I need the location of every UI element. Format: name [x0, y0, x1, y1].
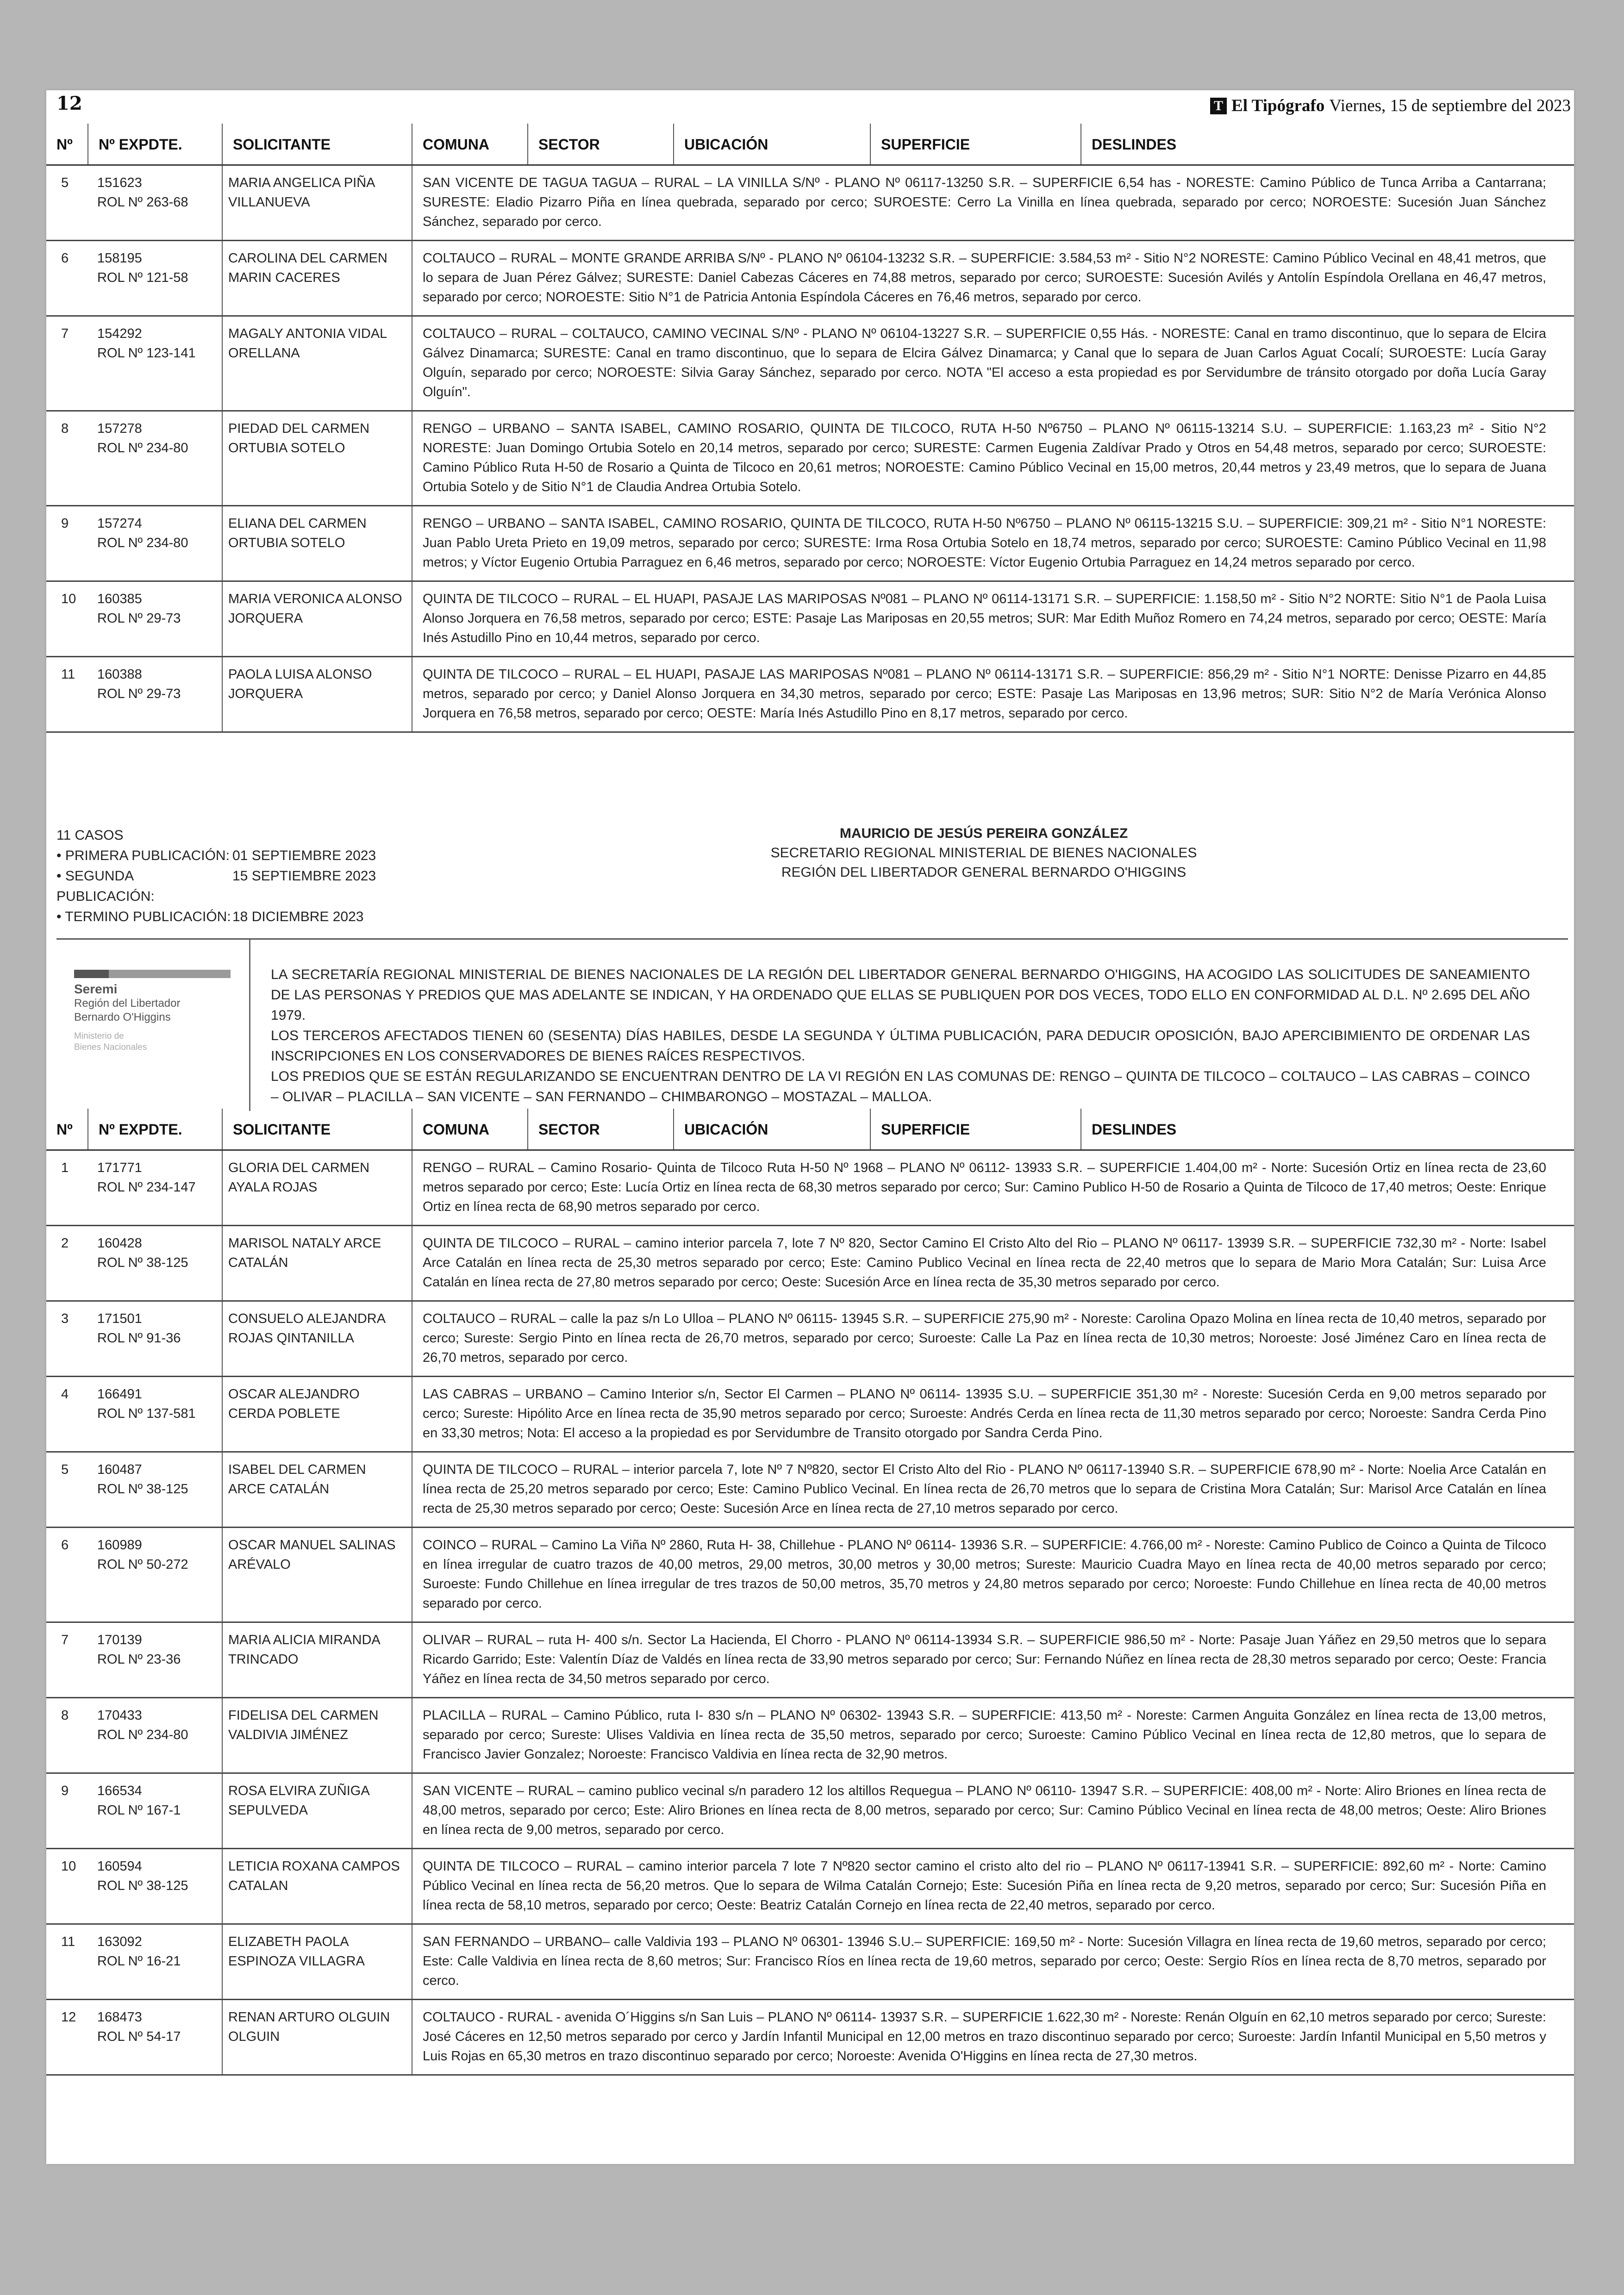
applicant-name: MARISOL NATALY ARCE CATALÁN — [222, 1226, 412, 1301]
publication-dates — [56, 825, 376, 927]
case-number: 10 — [46, 1849, 88, 1924]
logo-divider — [249, 940, 250, 1111]
rol-id: ROL Nº 234-80 — [97, 441, 188, 455]
case-number: 12 — [46, 2000, 88, 2075]
property-description: COLTAUCO – RURAL – MONTE GRANDE ARRIBA S/Nº - PLANO Nº 06104-13232 S.R. – SUPERFICIE: 3.584,53 m² - Sitio N°2 NORESTE: Camino Público Vecinal en 48,41 metros, que lo separa de Juan Pérez Gálvez; SURESTE: Daniel Cabezas Cáceres en 74,88 metros, separado por cerco; SUROESTE: Sucesión Avilés y Antolín Espíndola Orellana en 46,47 metros, separado por cerco; NOROESTE: Sitio N°1 de Patricia Antonia Espíndola Cáceres en 76,46 metros, separado por cerco. — [412, 241, 1574, 316]
case-number: 8 — [46, 411, 88, 506]
case-number: 5 — [46, 165, 88, 241]
property-description: COLTAUCO – RURAL – COLTAUCO, CAMINO VECINAL S/Nº - PLANO Nº 06104-13227 S.R. – SUPERFICIE 0,55 Hás. - NORESTE: Canal en tramo discontinuo, que lo separa de Elcira Gálvez Dinamarca; SURESTE: Canal en tramo discontinuo, que lo separa de Elcira Gálvez Dinamarca; y Canal que lo separa de Juan Carlos Aguat Cocalí; SUROESTE: Lucía Garay Olguín, separado por cerco; NOROESTE: Silvia Garay Sánchez, separado por cerco. NOTA "El acceso a esta propiedad es por Servidumbre de tránsito otorgado por doña Lucía Garay Olguín". — [412, 316, 1574, 411]
rol-id: ROL Nº 54-17 — [97, 2029, 181, 2044]
file-number — [88, 241, 222, 316]
column-header: SOLICITANTE — [222, 124, 412, 165]
expedient-id: 160989 — [97, 1538, 142, 1553]
expedient-id: 154292 — [97, 326, 142, 341]
notice-paragraph: LA SECRETARÍA REGIONAL MINISTERIAL DE BIENES NACIONALES DE LA REGIÓN DEL LIBERTADOR GENERAL BERNARDO O'HIGGINS, HA ACOGIDO LAS SOLICITUDES DE SANEAMIENTO DE LAS PERSONAS Y PREDIOS QUE MAS ADELANTE SE INDICAN, Y HA ORDENADO QUE ELLAS SE PUBLIQUEN POR DOS VECES, TODO ELLO EN CONFORMIDAD AL D.L. Nº 2.695 DEL AÑO 1979. — [271, 967, 1530, 1023]
applicant-name: FIDELISA DEL CARMEN VALDIVIA JIMÉNEZ — [222, 1698, 412, 1773]
rol-id: ROL Nº 38-125 — [97, 1255, 188, 1270]
table-row — [46, 1528, 1574, 1622]
applicant-name: RENAN ARTURO OLGUIN OLGUIN — [222, 2000, 412, 2075]
column-header: SOLICITANTE — [222, 1109, 412, 1150]
logo-bar-icon — [74, 970, 231, 978]
file-number — [88, 2000, 222, 2075]
case-number: 4 — [46, 1377, 88, 1452]
table-row — [46, 165, 1574, 241]
applicant-name: CAROLINA DEL CARMEN MARIN CACERES — [222, 241, 412, 316]
applicant-name: ELIZABETH PAOLA ESPINOZA VILLAGRA — [222, 1924, 412, 2000]
publication-row: • SEGUNDA PUBLICACIÓN: 15 SEPTIEMBRE 2023 — [56, 868, 376, 904]
column-header: DESLINDES — [1081, 124, 1574, 165]
column-header: COMUNA — [412, 124, 528, 165]
file-number — [88, 581, 222, 657]
file-number — [88, 1849, 222, 1924]
applicant-name: ELIANA DEL CARMEN ORTUBIA SOTELO — [222, 506, 412, 581]
applicant-name: ISABEL DEL CARMEN ARCE CATALÁN — [222, 1452, 412, 1528]
seremi-logo: Seremi Región del Libertador Bernardo O'Higgins Ministerio de Bienes Nacionales — [74, 970, 231, 1053]
property-description: RENGO – URBANO – SANTA ISABEL, CAMINO ROSARIO, QUINTA DE TILCOCO, RUTA H-50 Nº6750 – PLANO Nº 06115-13214 S.U. – SUPERFICIE: 1.163,23 m² - Sitio N°2 NORESTE: Juan Domingo Ortubia Sotelo en 20,14 metros, separado por cerco; SURESTE: Carmen Eugenia Zaldívar Prado y Otros en 54,48 metros, separado por cerco; SUROESTE: Camino Público Ruta H-50 de Rosario a Quinta de Tilcoco en 20,61 metros; NOROESTE: Camino Público Vecinal en 15,00 metros, 20,44 metros y 23,49 metros, que lo separa de Juana Ortubia Sotelo y de Sitio N°1 de Claudia Andrea Ortubia Sotelo. — [412, 411, 1574, 506]
expedient-id: 166491 — [97, 1387, 142, 1402]
applicant-name: MARIA VERONICA ALONSO JORQUERA — [222, 581, 412, 657]
case-number: 1 — [46, 1150, 88, 1226]
expedient-id: 151623 — [97, 175, 142, 190]
column-header: SUPERFICIE — [870, 124, 1081, 165]
table-row — [46, 1377, 1574, 1452]
rol-id: ROL Nº 38-125 — [97, 1878, 188, 1893]
expedient-id: 170433 — [97, 1708, 142, 1723]
file-number — [88, 1377, 222, 1452]
publication-row: • TERMINO PUBLICACIÓN: 18 DICIEMBRE 2023 — [56, 909, 364, 924]
rol-id: ROL Nº 137-581 — [97, 1406, 196, 1421]
column-header: COMUNA — [412, 1109, 528, 1150]
case-number: 8 — [46, 1698, 88, 1773]
case-number: 6 — [46, 241, 88, 316]
case-number: 7 — [46, 316, 88, 411]
rol-id: ROL Nº 234-80 — [97, 1727, 188, 1742]
rol-id: ROL Nº 91-36 — [97, 1331, 181, 1346]
applicant-name: LETICIA ROXANA CAMPOS CATALAN — [222, 1849, 412, 1924]
file-number — [88, 1301, 222, 1377]
table-row — [46, 2000, 1574, 2075]
file-number — [88, 506, 222, 581]
rol-id: ROL Nº 121-58 — [97, 270, 188, 285]
expedient-id: 158195 — [97, 251, 142, 266]
rol-id: ROL Nº 234-147 — [97, 1180, 196, 1195]
table-header — [46, 1109, 1574, 1150]
property-description: QUINTA DE TILCOCO – RURAL – camino interior parcela 7, lote 7 Nº 820, Sector Camino El Cristo Alto del Rio – PLANO Nº 06117- 13939 S.R. – SUPERFICIE 732,30 m² - Norte: Isabel Arce Catalán en línea recta de 25,30 metros separado por cerco; Este: Camino Publico Vecinal en línea recta de 22,40 metros que lo separa de Mario Mora Catalán; Sur: Luisa Arce Catalán en línea recta de 27,80 metros separado por cerco; Oeste: Sucesión Arce en línea recta de 35,30 metros separado por cerco. — [412, 1226, 1574, 1301]
property-description: RENGO – RURAL – Camino Rosario- Quinta de Tilcoco Ruta H-50 Nº 1968 – PLANO Nº 06112- 13933 S.R. – SUPERFICIE 1.404,00 m² - Norte: Sucesión Ortiz en línea recta de 23,60 metros separado por cerco; Este: Lucía Ortiz en línea recta de 68,30 metros separado por cerco; Sur: Camino Publico H-50 de Rosario a Quinta de Tilcoco de 17,40 metros; Oeste: Enrique Ortiz en línea recta de 68,90 metros separado por cerco. — [412, 1150, 1574, 1226]
table-row — [46, 1698, 1574, 1773]
column-header: SUPERFICIE — [870, 1109, 1081, 1150]
table-row — [46, 1301, 1574, 1377]
column-header: Nº EXPDTE. — [88, 124, 222, 165]
expedient-id: 160428 — [97, 1236, 142, 1251]
table-row — [46, 506, 1574, 581]
column-header: Nº EXPDTE. — [88, 1109, 222, 1150]
table-row — [46, 1773, 1574, 1849]
case-number: 6 — [46, 1528, 88, 1622]
table-row — [46, 411, 1574, 506]
file-number — [88, 1622, 222, 1698]
expedient-id: 160385 — [97, 592, 142, 606]
column-header: SECTOR — [528, 1109, 674, 1150]
table-row — [46, 1150, 1574, 1226]
expedient-id: 171771 — [97, 1160, 142, 1175]
case-number: 5 — [46, 1452, 88, 1528]
rol-id: ROL Nº 23-36 — [97, 1652, 181, 1667]
column-header: Nº — [46, 124, 88, 165]
property-description: RENGO – URBANO – SANTA ISABEL, CAMINO ROSARIO, QUINTA DE TILCOCO, RUTA H-50 Nº6750 – PLANO Nº 06115-13215 S.U. – SUPERFICIE: 309,21 m² - Sitio N°1 NORESTE: Juan Pablo Ureta Prieto en 19,09 metros, separado por cerco; SURESTE: Irma Rosa Ortubia Sotelo en 18,74 metros, separado por cerco; SUROESTE: Camino Público Vecinal en 11,98 metros; y Víctor Eugenio Ortubia Parraguez en 6,46 metros, separado por cerco; NOROESTE: Víctor Eugenio Ortubia Parraguez en 14,24 metros separado por cerco. — [412, 506, 1574, 581]
column-header: UBICACIÓN — [674, 1109, 870, 1150]
newspaper-logo-icon: T — [1210, 98, 1227, 114]
case-number: 2 — [46, 1226, 88, 1301]
file-number — [88, 1452, 222, 1528]
file-number — [88, 1528, 222, 1622]
applicant-name: OSCAR MANUEL SALINAS ARÉVALO — [222, 1528, 412, 1622]
table-row — [46, 581, 1574, 657]
expedient-id: 157274 — [97, 516, 142, 531]
file-number — [88, 1150, 222, 1226]
applicant-name: MAGALY ANTONIA VIDAL ORELLANA — [222, 316, 412, 411]
property-description: QUINTA DE TILCOCO – RURAL – EL HUAPI, PASAJE LAS MARIPOSAS Nº081 – PLANO Nº 06114-13171 S.R. – SUPERFICIE: 856,29 m² - Sitio N°1 NORTE: Denisse Pizarro en 44,85 metros, separado por cerco; y Daniel Alonso Jorquera en 34,30 metros, separado por cerco; ESTE: Pasaje Las Mariposas en 13,96 metros; SUR: Sitio N°2 de María Verónica Alonso Jorquera en 76,58 metros, separado por cerco; OESTE: María Inés Astudillo Pino en 8,17 metros, separado por cerco. — [412, 657, 1574, 732]
table-header — [46, 124, 1574, 165]
expedient-id: 166534 — [97, 1784, 142, 1798]
newspaper-name: El Tipógrafo — [1231, 96, 1325, 115]
case-number: 11 — [46, 1924, 88, 2000]
property-description: SAN FERNANDO – URBANO– calle Valdivia 193 – PLANO Nº 06301- 13946 S.U.– SUPERFICIE: 169,50 m² - Norte: Sucesión Villagra en línea recta de 19,60 metros, separado por cerco; Este: Calle Valdivia en línea recta de 8,60 metros; Sur: Francisco Ríos en línea recta de 19,60 metros, separado por cerco; Oeste: Sergio Ríos en línea recta de 8,70 metros, separado por cerco. — [412, 1924, 1574, 2000]
table-row — [46, 1849, 1574, 1924]
file-number — [88, 1226, 222, 1301]
table-row — [46, 1452, 1574, 1528]
signer-title: SECRETARIO REGIONAL MINISTERIAL DE BIENES NACIONALES — [770, 845, 1197, 861]
notice-paragraph: LOS PREDIOS QUE SE ESTÁN REGULARIZANDO SE ENCUENTRAN DENTRO DE LA VI REGIÓN EN LAS COMUNAS DE: RENGO – QUINTA DE TILCOCO – COLTAUCO – LAS CABRAS – COINCO – OLIVAR – PLACILLA – SAN VICENTE – SAN FERNANDO – CHIMBARONGO – MOSTAZAL – MALLOA. — [271, 1069, 1530, 1104]
applicant-name: CONSUELO ALEJANDRA ROJAS QINTANILLA — [222, 1301, 412, 1377]
expedient-id: 160388 — [97, 667, 142, 682]
applicant-name: PIEDAD DEL CARMEN ORTUBIA SOTELO — [222, 411, 412, 506]
column-header: UBICACIÓN — [674, 124, 870, 165]
newspaper-page — [46, 90, 1574, 2164]
cases-table-2 — [46, 1109, 1574, 2076]
table-row — [46, 657, 1574, 732]
case-number: 3 — [46, 1301, 88, 1377]
property-description: PLACILLA – RURAL – Camino Público, ruta I- 830 s/n – PLANO Nº 06302- 13943 S.R. – SUPERFICIE: 413,50 m² - Noreste: Carmen Anguita González en línea recta de 13,00 metros, separado por cerco; Sureste: Ulises Valdivia en línea recta de 35,50 metros, separado por cerco; Suroeste: Camino Público Vecinal en línea recta de 12,80 metros, que lo separa de Francisco Javier Gonzalez; Noroeste: Francisco Valdivia en línea recta de 32,90 metros. — [412, 1698, 1574, 1773]
file-number — [88, 411, 222, 506]
applicant-name: MARIA ALICIA MIRANDA TRINCADO — [222, 1622, 412, 1698]
applicant-name: OSCAR ALEJANDRO CERDA POBLETE — [222, 1377, 412, 1452]
property-description: QUINTA DE TILCOCO – RURAL – interior parcela 7, lote Nº 7 Nº820, sector El Cristo Alto del Rio - PLANO Nº 06117-13940 S.R. – SUPERFICIE 678,90 m² - Norte: Noelia Arce Catalán en línea recta de 25,20 metros separado por cerco; Este: Camino Publico Vecinal. En línea recta de 26,70 metros que lo separa de Cristina Mora Catalán; Sur: Marisol Arce Catalán en línea recta de 25,30 metros separado por cerco; Oeste: Sucesión Arce en línea recta de 27,10 metros separado por cerco. — [412, 1452, 1574, 1528]
table-row — [46, 316, 1574, 411]
rol-id: ROL Nº 234-80 — [97, 536, 188, 550]
property-description: COLTAUCO - RURAL - avenida O´Higgins s/n San Luis – PLANO Nº 06114- 13937 S.R. – SUPERFICIE 1.622,30 m² - Noreste: Renán Olguín en 62,10 metros separado por cerco; Sureste: José Cáceres en 12,50 metros separado por cerco y Jardín Infantil Municipal en 12,00 metros en trazo discontinuo separado por cerco; Suroeste: Jardín Infantil Municipal en 5,50 metros y Luis Rojas en 65,30 metros en trazo discontinuo separado por cerco; Noroeste: Avenida O'Higgins en línea recta de 27,30 metros. — [412, 2000, 1574, 2075]
table-row — [46, 241, 1574, 316]
case-count: 11 CASOS — [56, 828, 124, 843]
signer-name: MAURICIO DE JESÚS PEREIRA GONZÁLEZ — [839, 826, 1128, 841]
property-description: OLIVAR – RURAL – ruta H- 400 s/n. Sector La Hacienda, El Chorro - PLANO Nº 06114-13934 S.R. – SUPERFICIE 986,50 m² - Norte: Pasaje Juan Yáñez en 29,50 metros que lo separa Ricardo Garrido; Este: Valentín Díaz de Valdés en línea recta de 33,90 metros separado por cerco; Sur: Fernando Núñez en línea recta de 28,30 metros separado por cerco; Oeste: Francia Yáñez en línea recta de 34,50 metros separado por cerco. — [412, 1622, 1574, 1698]
applicant-name: GLORIA DEL CARMEN AYALA ROJAS — [222, 1150, 412, 1226]
table-row — [46, 1622, 1574, 1698]
case-number: 11 — [46, 657, 88, 732]
property-description: LAS CABRAS – URBANO – Camino Interior s/n, Sector El Carmen – PLANO Nº 06114- 13935 S.U. – SUPERFICIE 351,30 m² - Noreste: Sucesión Cerda en 9,00 metros separado por cerco; Sureste: Hipólito Arce en línea recta de 35,90 metros separado por cerco; Suroeste: Andrés Cerda en línea recta de 11,30 metros separado por cerco; Noroeste: Sandra Cerda Pino en 33,30 metros; Nota: El acceso a la propiedad es por Servidumbre de Transito otorgado por Sandra Cerda Pino. — [412, 1377, 1574, 1452]
expedient-id: 157278 — [97, 421, 142, 436]
signer-region: REGIÓN DEL LIBERTADOR GENERAL BERNARDO O'HIGGINS — [781, 865, 1187, 880]
file-number — [88, 316, 222, 411]
signature-block — [718, 824, 1250, 882]
table-row — [46, 1924, 1574, 2000]
case-number: 10 — [46, 581, 88, 657]
masthead — [1210, 96, 1571, 116]
case-number: 7 — [46, 1622, 88, 1698]
property-description: COLTAUCO – RURAL – calle la paz s/n Lo Ulloa – PLANO Nº 06115- 13945 S.R. – SUPERFICIE 275,90 m² - Noreste: Carolina Opazo Molina en línea recta de 10,40 metros, separado por cerco; Sureste: Sergio Pinto en línea recta de 26,70 metros, separado por cerco; Suroeste: Calle La Paz en línea recta de 10,30 metros; Noroeste: José Jiménez Caro en línea recta de 26,70 metros, separado por cerco. — [412, 1301, 1574, 1377]
rol-id: ROL Nº 38-125 — [97, 1482, 188, 1497]
expedient-id: 171501 — [97, 1311, 142, 1326]
applicant-name: MARIA ANGELICA PIÑA VILLANUEVA — [222, 165, 412, 241]
rol-id: ROL Nº 16-21 — [97, 1954, 181, 1969]
property-description: COINCO – RURAL – Camino La Viña Nº 2860, Ruta H- 38, Chillehue - PLANO Nº 06114- 13936 S.R. – SUPERFICIE: 4.766,00 m² - Noreste: Camino Publico de Coinco a Quinta de Tilcoco en línea irregular de cuatro trazos de 40,00 metros, 29,00 metros, 30,00 metros y 30,00 metros; Sureste: Mauricio Cuadra Mayo en línea recta de 40,00 metros separado por cerco; Suroeste: Fundo Chillehue en línea irregular de tres trazos de 50,00 metros, 35,70 metros y 24,80 metros separado por cerco; Noroeste: Fundo Chillehue en línea recta de 40,00 metros separado por cerco. — [412, 1528, 1574, 1622]
column-header: DESLINDES — [1081, 1109, 1574, 1150]
file-number — [88, 1698, 222, 1773]
rol-id: ROL Nº 123-141 — [97, 346, 196, 361]
rol-id: ROL Nº 263-68 — [97, 195, 188, 210]
cases-table-1 — [46, 124, 1574, 733]
rol-id: ROL Nº 29-73 — [97, 611, 181, 626]
property-description: QUINTA DE TILCOCO – RURAL – camino interior parcela 7 lote 7 Nº820 sector camino el cristo alto del rio – PLANO Nº 06117-13941 S.R. – SUPERFICIE: 892,60 m² - Norte: Camino Público Vecinal en línea recta de 56,20 metros. Que lo separa de Wilma Catalán Cornejo; Este: Sucesión Piña en línea recta de 9,20 metros, separado por cerco; Sur: Sucesión Piña en línea recta de 58,10 metros, separado por cerco; Oeste: Beatriz Catalán Cornejo en línea recta de 22,40 metros, separado por cerco. — [412, 1849, 1574, 1924]
page-number: 12 — [56, 93, 82, 114]
rol-id: ROL Nº 29-73 — [97, 686, 181, 701]
case-number: 9 — [46, 506, 88, 581]
file-number — [88, 1924, 222, 2000]
applicant-name: PAOLA LUISA ALONSO JORQUERA — [222, 657, 412, 732]
rol-id: ROL Nº 167-1 — [97, 1803, 181, 1818]
property-description: SAN VICENTE – RURAL – camino publico vecinal s/n paradero 12 los altillos Requegua – PLANO Nº 06110- 13947 S.R. – SUPERFICIE: 408,00 m² - Norte: Aliro Briones en línea recta de 48,00 metros, separado por cerco; Este: Aliro Briones en línea recta de 8,00 metros, separado por cerco; Sur: Camino Público Vecinal en línea recta de 48,00 metros; Oeste: Aliro Briones en línea recta de 9,00 metros, separado por cerco. — [412, 1773, 1574, 1849]
expedient-id: 168473 — [97, 2010, 142, 2025]
applicant-name: ROSA ELVIRA ZUÑIGA SEPULVEDA — [222, 1773, 412, 1849]
expedient-id: 160487 — [97, 1462, 142, 1477]
notice-paragraph: LOS TERCEROS AFECTADOS TIENEN 60 (SESENTA) DÍAS HABILES, DESDE LA SEGUNDA Y ÚLTIMA PUBLICACIÓN, PARA DEDUCIR OPOSICIÓN, BAJO APERCIBIMIENTO DE ORDENAR LAS INSCRIPCIONES EN LOS CONSERVADORES DE BIENES RAÍCES RESPECTIVOS. — [271, 1028, 1530, 1064]
case-number: 9 — [46, 1773, 88, 1849]
legal-notice — [271, 965, 1530, 1107]
expedient-id: 160594 — [97, 1859, 142, 1874]
property-description: QUINTA DE TILCOCO – RURAL – EL HUAPI, PASAJE LAS MARIPOSAS Nº081 – PLANO Nº 06114-13171 S.R. – SUPERFICIE: 1.158,50 m² - Sitio N°2 NORTE: Sitio N°1 de Paola Luisa Alonso Jorquera en 76,58 metros, separado por cerco; ESTE: Pasaje Las Mariposas en 20,55 metros; SUR: Mar Edith Muñoz Romero en 74,24 metros, separado por cerco; OESTE: María Inés Astudillo Pino en 10,44 metros, separado por cerco. — [412, 581, 1574, 657]
expedient-id: 170139 — [97, 1633, 142, 1647]
column-header: SECTOR — [528, 124, 674, 165]
file-number — [88, 165, 222, 241]
file-number — [88, 1773, 222, 1849]
issue-date: Viernes, 15 de septiembre del 2023 — [1329, 96, 1571, 115]
file-number — [88, 657, 222, 732]
expedient-id: 163092 — [97, 1934, 142, 1949]
section-divider — [56, 938, 1568, 940]
column-header: Nº — [46, 1109, 88, 1150]
property-description: SAN VICENTE DE TAGUA TAGUA – RURAL – LA VINILLA S/Nº - PLANO Nº 06117-13250 S.R. – SUPERFICIE 6,54 has - NORESTE: Camino Público de Tunca Arriba a Cantarrana; SURESTE: Eladio Pizarro Piña en línea quebrada, separado por cerco; SUROESTE: Cerro La Vinilla en línea quebrada, separado por cerco; NOROESTE: Sucesión Juan Sánchez Sánchez, separado por cerco. — [412, 165, 1574, 241]
rol-id: ROL Nº 50-272 — [97, 1557, 188, 1572]
publication-row: • PRIMERA PUBLICACIÓN: 01 SEPTIEMBRE 2023 — [56, 848, 376, 863]
table-row — [46, 1226, 1574, 1301]
